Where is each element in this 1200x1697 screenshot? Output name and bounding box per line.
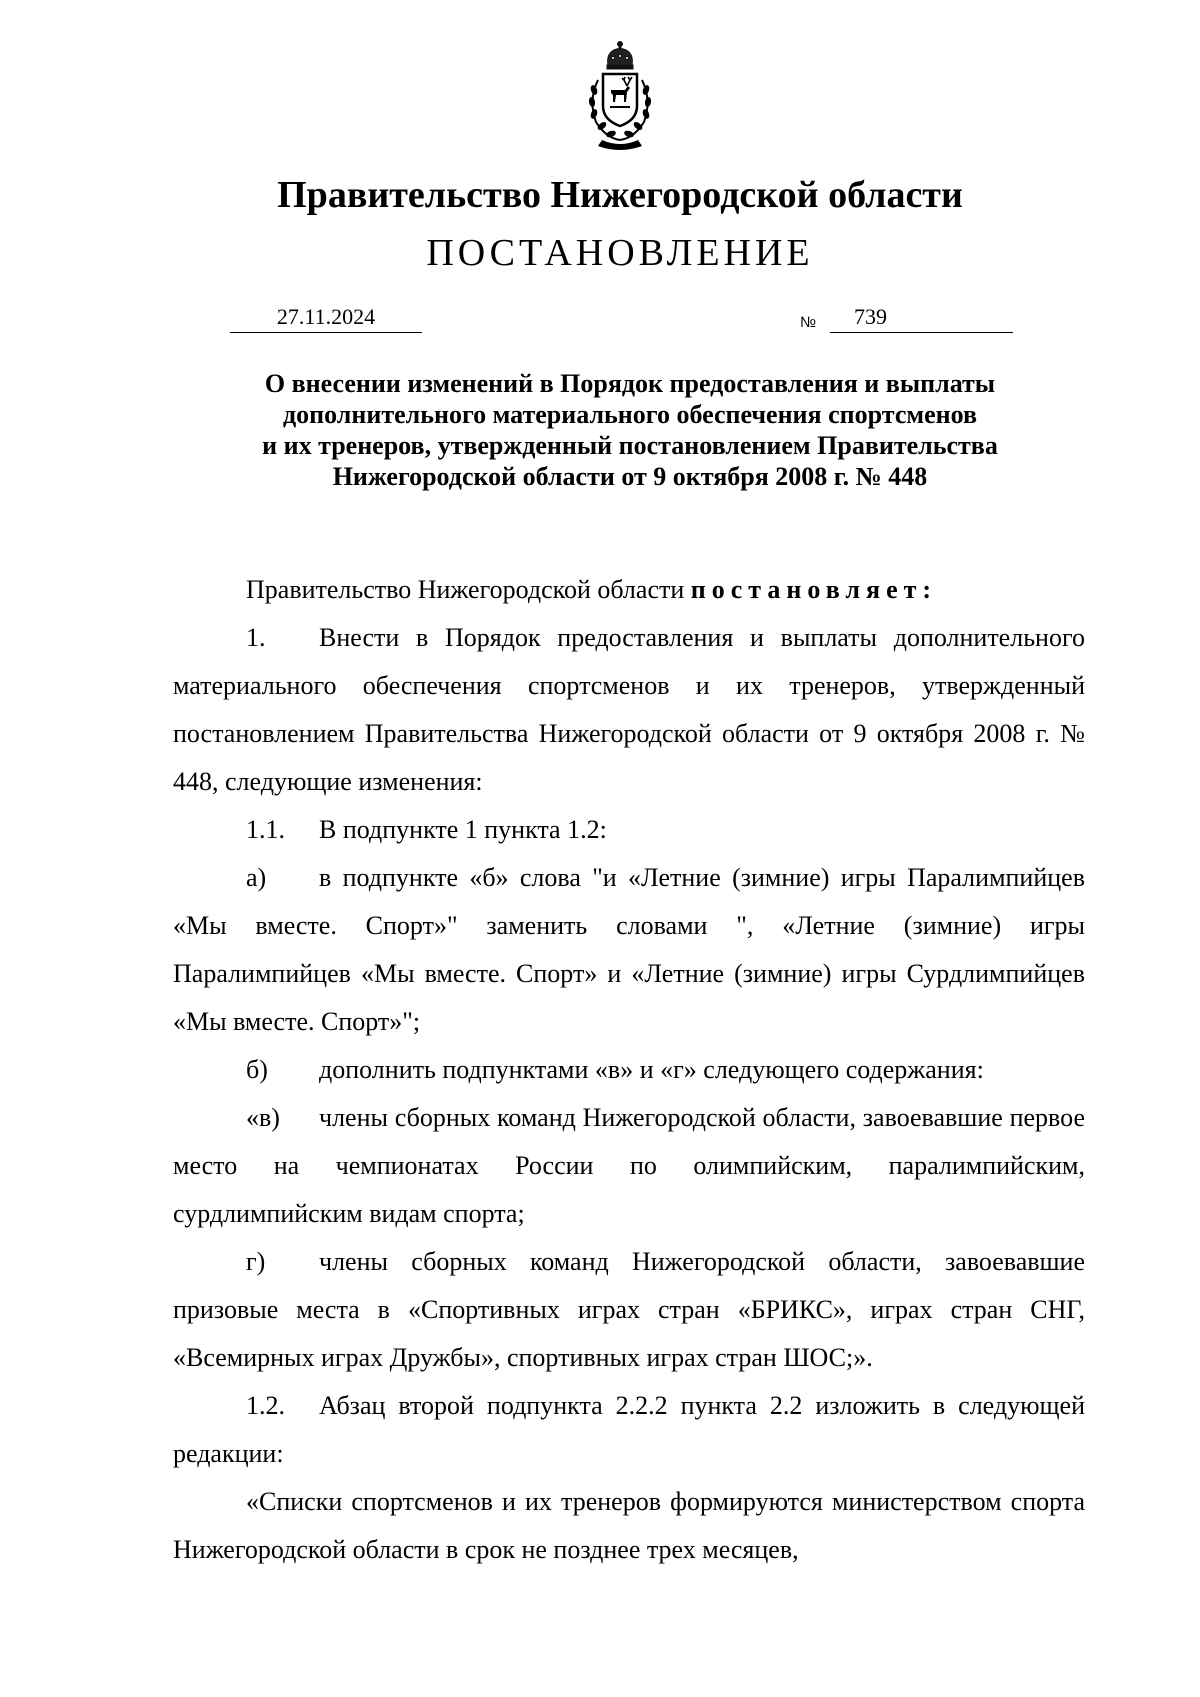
document-number-field <box>830 302 1013 333</box>
quoted-paragraph <box>173 1478 1085 1574</box>
paragraph-text: дополнить подпунктами «в» и «г» следующего содержания: <box>319 1055 984 1084</box>
number-sign: № <box>800 314 817 331</box>
paragraph-1 <box>173 614 1085 806</box>
paragraph-b <box>173 1046 1085 1094</box>
paragraph-label: 1. <box>246 623 266 652</box>
subject-line: О внесении изменений в Порядок предоставления и выплаты <box>264 369 996 398</box>
intro-text: Правительство Нижегородской области <box>246 575 691 604</box>
document-body <box>173 566 1085 1574</box>
paragraph-text: члены сборных команд Нижегородской области, завоевавшие призовые места в «Спортивных играх стран «БРИКС», играх стран СНГ, «Всемирных играх Дружбы», спортивных играх стран ШОС;». <box>173 1247 1085 1372</box>
subject-line: и их тренеров, утвержденный постановлением Правительства <box>262 431 998 460</box>
paragraph-label: 1.1. <box>246 815 285 844</box>
paragraph-text: Внести в Порядок предоставления и выплаты дополнительного материального обеспечения спортсменов и их тренеров, утвержденный постановлением Правительства Нижегородской области от 9 октября 2008 г. № 448, следующие изменения: <box>173 623 1085 796</box>
paragraph-g <box>173 1238 1085 1382</box>
organization-title: Правительство Нижегородской области <box>277 174 963 216</box>
paragraph-text: члены сборных команд Нижегородской области, завоевавшие первое место на чемпионатах России по олимпийским, паралимпийским, сурдлимпийским видам спорта; <box>173 1103 1085 1228</box>
paragraph-label: 1.2. <box>246 1391 285 1420</box>
document-type: ПОСТАНОВЛЕНИЕ <box>426 232 814 274</box>
paragraph-a <box>173 854 1085 1046</box>
paragraph-text: Абзац второй подпункта 2.2.2 пункта 2.2 изложить в следующей редакции: <box>173 1391 1085 1468</box>
paragraph-v <box>173 1094 1085 1238</box>
paragraph-text: в подпункте «б» слова "и «Летние (зимние) игры Паралимпийцев «Мы вместе. Спорт»" заменить словами ", «Летние (зимние) игры Паралимпийцев «Мы вместе. Спорт» и «Летние (зимние) игры Сурдлимпийцев «Мы вместе. Спорт»"; <box>173 863 1085 1036</box>
subject-line: Нижегородской области от 9 октября 2008 г. № 448 <box>332 462 928 491</box>
document-date: 27.11.2024 <box>230 302 422 333</box>
paragraph-label: «в) <box>246 1103 280 1132</box>
paragraph-text: «Списки спортсменов и их тренеров формируются министерством спорта Нижегородской области в срок не позднее трех месяцев, <box>173 1487 1085 1564</box>
paragraph-label: б) <box>246 1055 268 1084</box>
subject-line: дополнительного материального обеспечения спортсменов <box>283 400 977 429</box>
paragraph-label: а) <box>246 863 267 892</box>
paragraph-text: В подпункте 1 пункта 1.2: <box>319 815 607 844</box>
paragraph-1-2 <box>173 1382 1085 1478</box>
intro-paragraph <box>173 566 1085 614</box>
coat-of-arms-icon <box>578 40 662 152</box>
paragraph-1-1 <box>173 806 1085 854</box>
document-number: 739 <box>854 304 887 329</box>
intro-emphasis: постановляет: <box>690 575 938 604</box>
document-subject <box>220 368 1040 492</box>
paragraph-label: г) <box>246 1247 266 1276</box>
